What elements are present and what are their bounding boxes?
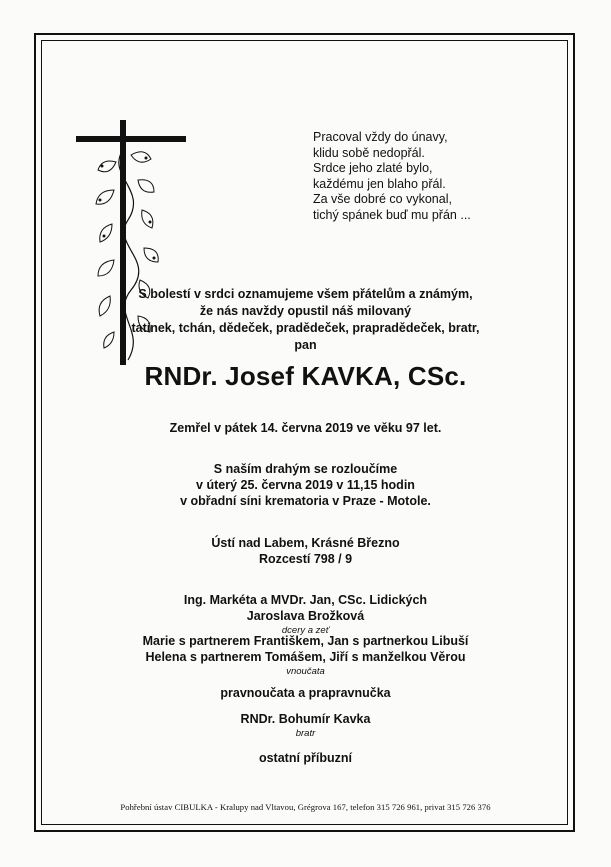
other-relatives: ostatní příbuzní [258, 751, 353, 765]
daughters-line: Ing. Markéta a MVDr. Jan, CSc. Lidických [183, 593, 428, 607]
address-line: Rozcestí 798 / 9 [258, 552, 353, 566]
relation-label: bratr [295, 728, 316, 739]
brother [0, 711, 611, 740]
poem [313, 130, 471, 224]
announcement-line: tatínek, tchán, dědeček, pradědeček, prapradědeček, bratr, [131, 321, 480, 335]
brother-name: RNDr. Bohumír Kavka [240, 712, 371, 726]
poem-line: Srdce jeho zlaté bylo, [313, 161, 433, 176]
death-notice: Zemřel v pátek 14. června 2019 ve věku 97 let. [169, 421, 442, 435]
funeral-home-footer: Pohřební ústav CIBULKA - Kralupy nad Vltavou, Grégrova 167, telefon 315 726 961, privat 315 726 376 [120, 802, 491, 812]
poem-line: Za vše dobré co vykonal, [313, 192, 452, 207]
deceased-name: RNDr. Josef KAVKA, CSc. [144, 361, 467, 391]
funeral-line: v úterý 25. června 2019 v 11,15 hodin [196, 478, 415, 492]
funeral-line: v obřadní síni krematoria v Praze - Motole. [180, 494, 431, 508]
poem-line: tichý spánek buď mu přán ... [313, 207, 471, 222]
funeral-details [0, 461, 611, 509]
relation-label: dcery a zeť [281, 625, 330, 636]
poem-line: klidu sobě nedopřál. [313, 145, 425, 160]
announcement-line: S bolestí v srdci oznamujeme všem přátelům a známým, [138, 287, 473, 301]
daughters-line: Jaroslava Brožková [246, 609, 365, 623]
great-grandchildren: pravnoučata a prapravnučka [220, 686, 391, 700]
funeral-line: S naším drahým se rozloučíme [213, 462, 398, 476]
announcement-line: že nás navždy opustil náš milovaný [199, 304, 412, 318]
address-line: Ústí nad Labem, Krásné Březno [211, 536, 400, 550]
announcement [0, 286, 611, 354]
address [0, 535, 611, 567]
daughters [0, 592, 611, 637]
announcement-line: pan [294, 338, 317, 352]
grandchildren-line: Marie s partnerem Františkem, Jan s partnerkou Libuší [142, 634, 469, 648]
poem-line: každému jen blaho přál. [313, 176, 446, 191]
poem-line: Pracoval vždy do únavy, [313, 130, 448, 144]
grandchildren-line: Helena s partnerem Tomášem, Jiří s manželkou Věrou [145, 650, 466, 664]
relation-label: vnoučata [286, 666, 325, 677]
grandchildren [0, 633, 611, 678]
